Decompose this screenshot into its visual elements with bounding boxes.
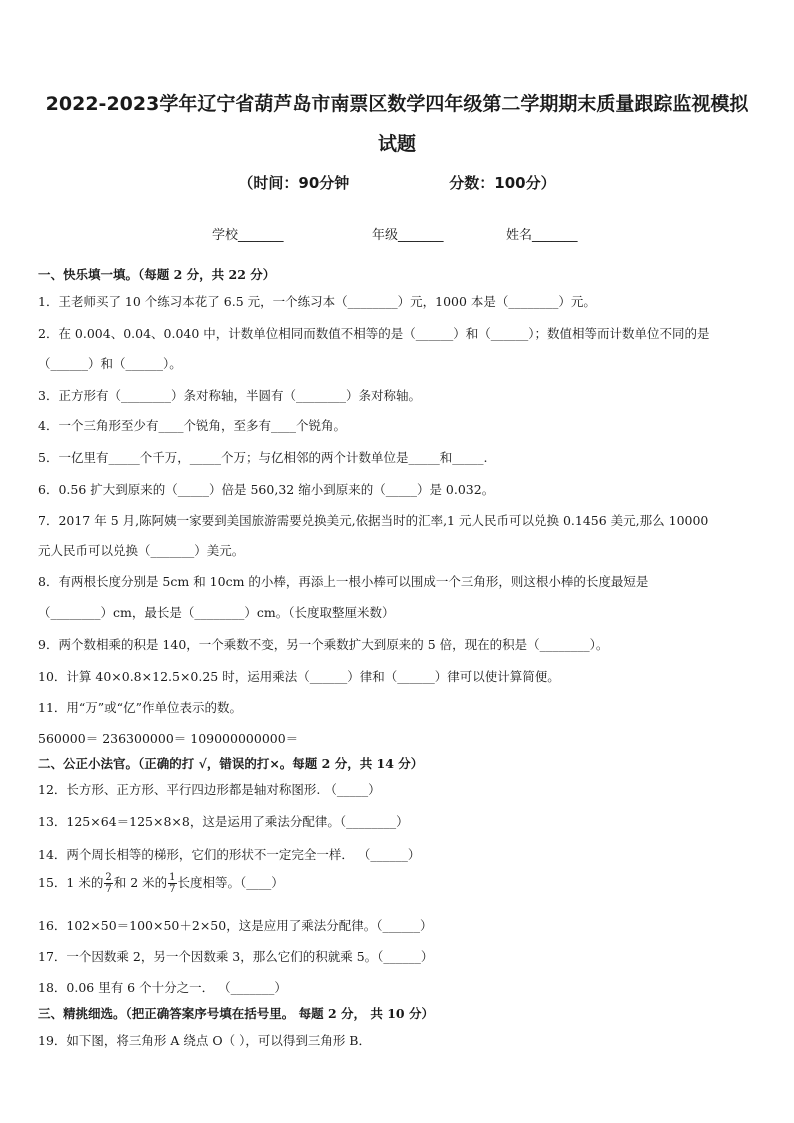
- grade-field: 年级_______: [372, 228, 444, 243]
- exam-time: （时间：90分钟: [238, 174, 350, 192]
- page-title: 2022-2023学年辽宁省葫芦岛市南票区数学四年级第二学期期末质量跟踪监视模拟试题: [45, 93, 749, 155]
- question-2: 2．在 0.004、0.04、0.040 中，计数单位相同而数值不相等的是（______）和（______）；数值相等而计数单位不同的是: [38, 326, 710, 341]
- question-19: 19．如下图，将三角形 A 绕点 O（ ），可以得到三角形 B．: [38, 1033, 371, 1048]
- question-13: 13．125×64＝125×8×8，这是运用了乘法分配律。（________）: [38, 814, 409, 829]
- question-17: 17．一个因数乘 2，另一个因数乘 3，那么它们的积就乘 5。（______）: [38, 949, 434, 964]
- name-field: 姓名_______: [506, 228, 578, 243]
- question-8-cont: （________）cm，最长是（________）cm。（长度取整厘米数）: [38, 605, 395, 620]
- section-1-heading: 一、快乐填一填。（每题 2 分，共 22 分）: [38, 267, 276, 282]
- question-15-suffix: 长度相等。（____）: [177, 875, 284, 890]
- question-11-items: 560000＝ 236300000＝ 109000000000＝: [38, 731, 299, 746]
- question-2-cont: （______）和（______）。: [38, 356, 182, 371]
- question-9: 9．两个数相乘的积是 140，一个乘数不变，另一个乘数扩大到原来的 5 倍，现在的积是（________）。: [38, 637, 609, 652]
- question-7: 7．2017 年 5 月,陈阿姨一家要到美国旅游需要兑换美元,依据当时的汇率,1 元人民币可以兑换 0.1456 美元,那么 10000: [38, 513, 709, 528]
- question-1: 1．王老师买了 10 个练习本花了 6.5 元，一个练习本（________）元，1000 本是（________）元。: [38, 294, 596, 309]
- exam-meta: [0, 172, 794, 193]
- question-11: 11．用“万”或“亿”作单位表示的数。: [38, 700, 242, 715]
- fraction-2-7: $\frac{2}{7}$: [105, 872, 112, 895]
- question-15-prefix: 15．1 米的: [38, 875, 104, 890]
- question-3: 3．正方形有（________）条对称轴，半圆有（________）条对称轴。: [38, 388, 421, 403]
- question-12: 12．长方形、正方形、平行四边形都是轴对称图形. （_____）: [38, 782, 381, 797]
- question-6: 6．0.56 扩大到原来的（_____）倍是 560,32 缩小到原来的（_____）是 0.032。: [38, 482, 495, 497]
- question-14: 14．两个周长相等的梯形，它们的形状不一定完全一样． （______）: [38, 847, 421, 862]
- question-15: [38, 872, 284, 895]
- exam-score: 分数：100分）: [449, 174, 556, 192]
- question-8: 8．有两根长度分别是 5cm 和 10cm 的小棒，再添上一根小棒可以围成一个三角形，则这根小棒的长度最短是: [38, 574, 649, 589]
- question-18: 18．0.06 里有 6 个十分之一． （_______）: [38, 980, 287, 995]
- question-4: 4．一个三角形至少有____个锐角，至多有____个锐角。: [38, 418, 346, 433]
- section-3-heading: 三、精挑细选。（把正确答案序号填在括号里。 每题 2 分， 共 10 分）: [38, 1006, 434, 1021]
- fraction-1-7: $\frac{1}{7}$: [169, 872, 176, 895]
- school-field: 学校_______: [212, 228, 284, 243]
- section-2-heading: 二、公正小法官。（正确的打 √，错误的打×。每题 2 分，共 14 分）: [38, 756, 424, 771]
- question-15-middle: 和 2 米的: [113, 875, 168, 890]
- question-7-cont: 元人民币可以兑换（_______）美元。: [38, 543, 245, 558]
- question-5: 5．一亿里有_____个千万，_____个万；与亿相邻的两个计数单位是_____和_____.: [38, 450, 488, 465]
- question-10: 10．计算 40×0.8×12.5×0.25 时，运用乘法（______）律和（______）律可以使计算简便。: [38, 669, 560, 684]
- question-16: 16．102×50＝100×50＋2×50，这是应用了乘法分配律。（______）: [38, 918, 433, 933]
